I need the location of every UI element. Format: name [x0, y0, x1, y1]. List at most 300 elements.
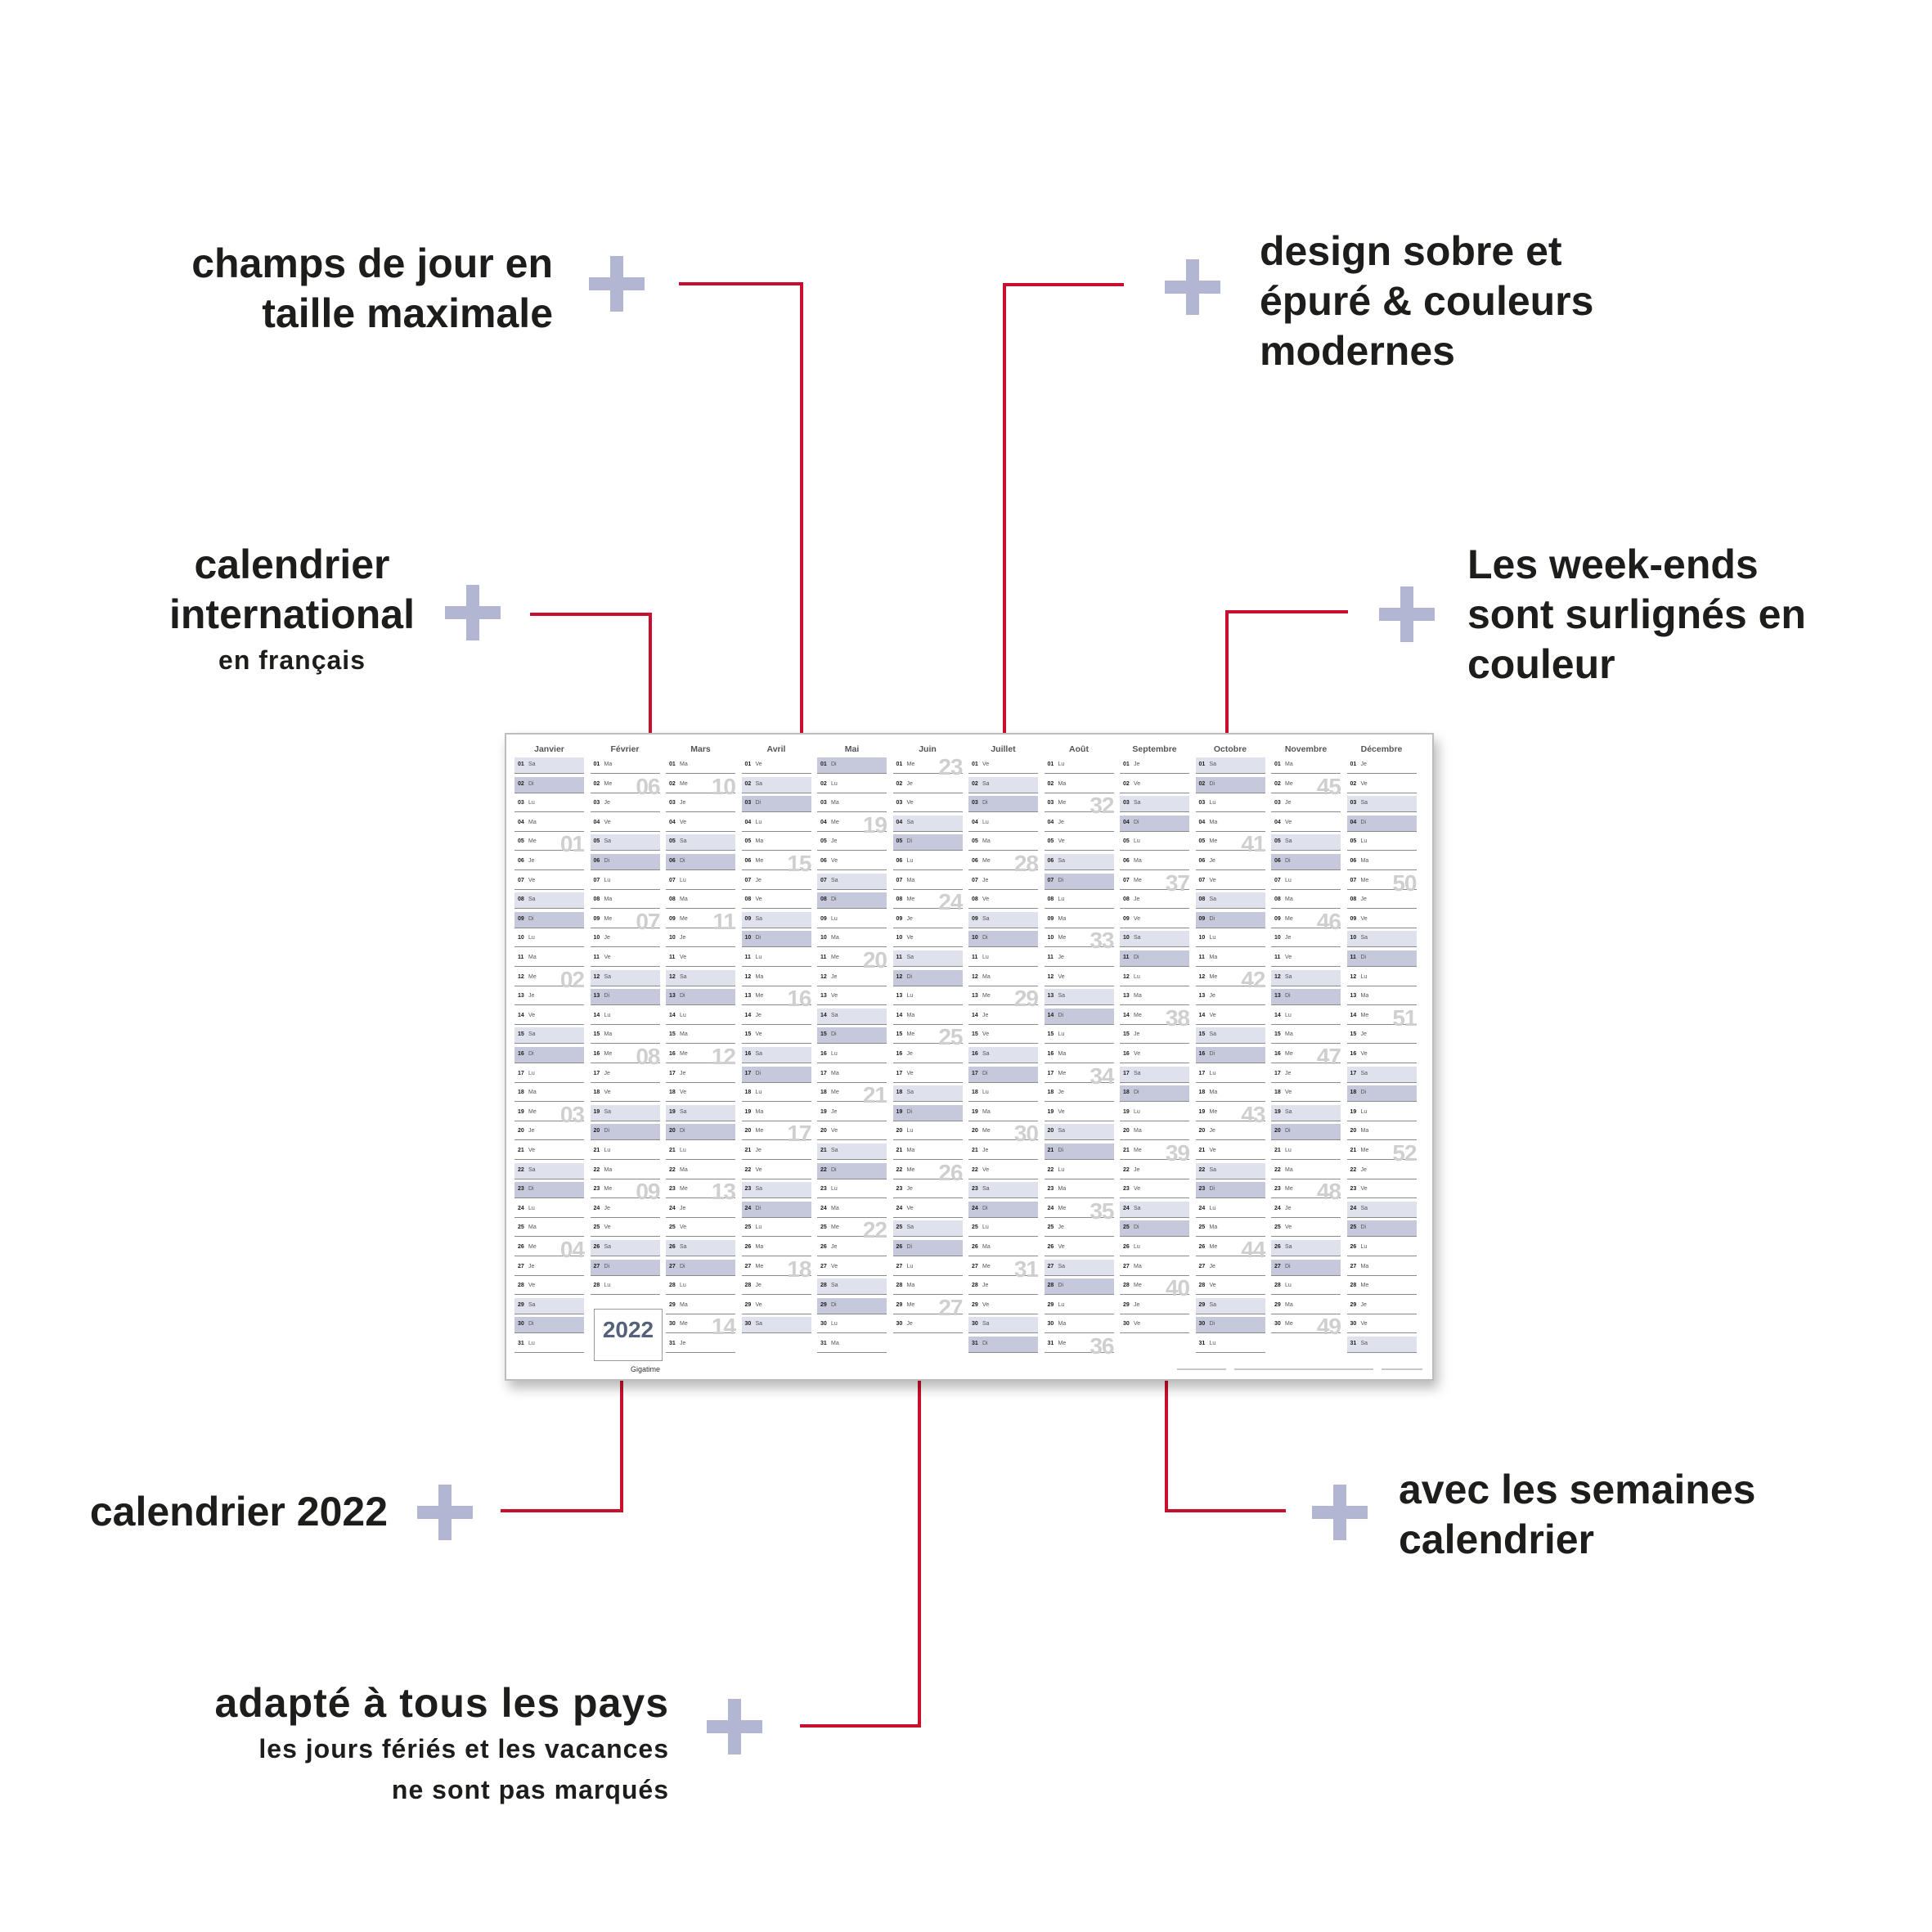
day-cell[interactable]: [742, 986, 811, 1012]
day-cell[interactable]: [666, 970, 735, 986]
day-cell[interactable]: [666, 815, 735, 832]
day-cell[interactable]: [893, 1220, 963, 1237]
day-cell[interactable]: [1347, 1240, 1417, 1256]
day-cell[interactable]: [666, 931, 735, 947]
day-cell[interactable]: [1120, 912, 1189, 928]
day-cell[interactable]: [893, 777, 963, 793]
day-cell[interactable]: [514, 757, 584, 774]
day-cell[interactable]: [514, 1124, 584, 1140]
day-cell[interactable]: [968, 1143, 1038, 1160]
day-cell[interactable]: [1347, 1337, 1417, 1353]
day-cell[interactable]: [1120, 1124, 1189, 1140]
day-cell[interactable]: [1196, 912, 1265, 928]
day-cell[interactable]: [1120, 1047, 1189, 1063]
day-cell[interactable]: [1196, 777, 1265, 793]
day-cell[interactable]: [968, 986, 1038, 1012]
day-cell[interactable]: [742, 1027, 811, 1044]
day-cell[interactable]: [514, 966, 584, 992]
day-cell[interactable]: [514, 854, 584, 870]
day-cell[interactable]: [591, 757, 660, 774]
day-cell[interactable]: [817, 931, 887, 947]
day-cell[interactable]: [1045, 1124, 1114, 1140]
day-cell[interactable]: [514, 815, 584, 832]
day-cell[interactable]: [1045, 1085, 1114, 1102]
day-cell[interactable]: [968, 1121, 1038, 1147]
day-cell[interactable]: [742, 1009, 811, 1025]
day-cell[interactable]: [1271, 773, 1341, 799]
day-cell[interactable]: [893, 1105, 963, 1121]
day-cell[interactable]: [514, 1237, 584, 1262]
day-cell[interactable]: [591, 1163, 660, 1179]
day-cell[interactable]: [1045, 757, 1114, 774]
day-cell[interactable]: [591, 1085, 660, 1102]
day-cell[interactable]: [1271, 1124, 1341, 1140]
day-cell[interactable]: [666, 1027, 735, 1044]
day-cell[interactable]: [1196, 1143, 1265, 1160]
day-cell[interactable]: [742, 1256, 811, 1282]
day-cell[interactable]: [1120, 931, 1189, 947]
day-cell[interactable]: [742, 1240, 811, 1256]
day-cell[interactable]: [893, 1317, 963, 1333]
day-cell[interactable]: [666, 1124, 735, 1140]
day-cell[interactable]: [1196, 815, 1265, 832]
day-cell[interactable]: [742, 815, 811, 832]
day-cell[interactable]: [666, 1314, 735, 1340]
day-cell[interactable]: [1271, 989, 1341, 1005]
day-cell[interactable]: [1120, 1004, 1189, 1031]
day-cell[interactable]: [1271, 1143, 1341, 1160]
day-cell[interactable]: [893, 1240, 963, 1256]
day-cell[interactable]: [1196, 854, 1265, 870]
day-cell[interactable]: [1347, 931, 1417, 947]
day-cell[interactable]: [1347, 1047, 1417, 1063]
day-cell[interactable]: [591, 874, 660, 890]
day-cell[interactable]: [1196, 1027, 1265, 1044]
day-cell[interactable]: [893, 989, 963, 1005]
day-cell[interactable]: [514, 1047, 584, 1063]
day-cell[interactable]: [666, 796, 735, 812]
day-cell[interactable]: [1120, 1067, 1189, 1083]
day-cell[interactable]: [1120, 1260, 1189, 1276]
day-cell[interactable]: [666, 1298, 735, 1314]
day-cell[interactable]: [968, 777, 1038, 793]
day-cell[interactable]: [817, 1337, 887, 1353]
day-cell[interactable]: [1347, 1220, 1417, 1237]
day-cell[interactable]: [1347, 892, 1417, 909]
day-cell[interactable]: [1271, 892, 1341, 909]
day-cell[interactable]: [1347, 1163, 1417, 1179]
day-cell[interactable]: [1271, 1044, 1341, 1069]
day-cell[interactable]: [893, 815, 963, 832]
day-cell[interactable]: [1271, 1240, 1341, 1256]
day-cell[interactable]: [1120, 1202, 1189, 1218]
day-cell[interactable]: [1196, 1298, 1265, 1314]
day-cell[interactable]: [1271, 834, 1341, 851]
day-cell[interactable]: [1196, 950, 1265, 967]
day-cell[interactable]: [1196, 1202, 1265, 1218]
day-cell[interactable]: [893, 854, 963, 870]
day-cell[interactable]: [1271, 1163, 1341, 1179]
day-cell[interactable]: [1045, 834, 1114, 851]
day-cell[interactable]: [893, 1294, 963, 1320]
day-cell[interactable]: [742, 950, 811, 967]
day-cell[interactable]: [666, 1240, 735, 1256]
day-cell[interactable]: [968, 1009, 1038, 1025]
day-cell[interactable]: [1120, 1085, 1189, 1102]
day-cell[interactable]: [968, 931, 1038, 947]
day-cell[interactable]: [1347, 834, 1417, 851]
day-cell[interactable]: [1196, 831, 1265, 857]
day-cell[interactable]: [1347, 912, 1417, 928]
day-cell[interactable]: [1045, 815, 1114, 832]
day-cell[interactable]: [817, 1278, 887, 1295]
day-cell[interactable]: [1271, 908, 1341, 934]
day-cell[interactable]: [1120, 1240, 1189, 1256]
day-cell[interactable]: [666, 854, 735, 870]
day-cell[interactable]: [968, 892, 1038, 909]
day-cell[interactable]: [514, 1278, 584, 1295]
day-cell[interactable]: [968, 1240, 1038, 1256]
day-cell[interactable]: [591, 1027, 660, 1044]
day-cell[interactable]: [514, 1202, 584, 1218]
day-cell[interactable]: [1196, 1337, 1265, 1353]
day-cell[interactable]: [1196, 1009, 1265, 1025]
day-cell[interactable]: [1271, 854, 1341, 870]
day-cell[interactable]: [968, 1182, 1038, 1198]
day-cell[interactable]: [591, 1124, 660, 1140]
day-cell[interactable]: [514, 912, 584, 928]
day-cell[interactable]: [514, 1163, 584, 1179]
day-cell[interactable]: [893, 889, 963, 915]
day-cell[interactable]: [893, 1085, 963, 1102]
day-cell[interactable]: [893, 874, 963, 890]
day-cell[interactable]: [514, 1298, 584, 1314]
day-cell[interactable]: [1120, 869, 1189, 896]
day-cell[interactable]: [1347, 1202, 1417, 1218]
day-cell[interactable]: [742, 1220, 811, 1237]
day-cell[interactable]: [817, 947, 887, 973]
day-cell[interactable]: [514, 1085, 584, 1102]
day-cell[interactable]: [742, 912, 811, 928]
day-cell[interactable]: [742, 1317, 811, 1333]
day-cell[interactable]: [666, 1143, 735, 1160]
day-cell[interactable]: [1271, 1009, 1341, 1025]
day-cell[interactable]: [591, 1179, 660, 1205]
day-cell[interactable]: [591, 815, 660, 832]
day-cell[interactable]: [1196, 1237, 1265, 1262]
day-cell[interactable]: [591, 931, 660, 947]
day-cell[interactable]: [666, 1044, 735, 1069]
day-cell[interactable]: [514, 1220, 584, 1237]
day-cell[interactable]: [893, 1278, 963, 1295]
day-cell[interactable]: [893, 970, 963, 986]
day-cell[interactable]: [742, 1298, 811, 1314]
day-cell[interactable]: [591, 908, 660, 934]
day-cell[interactable]: [1045, 793, 1114, 819]
day-cell[interactable]: [591, 1260, 660, 1276]
day-cell[interactable]: [591, 989, 660, 1005]
day-cell[interactable]: [817, 1217, 887, 1243]
day-cell[interactable]: [1271, 1278, 1341, 1295]
day-cell[interactable]: [514, 1027, 584, 1044]
day-cell[interactable]: [1347, 1140, 1417, 1166]
day-cell[interactable]: [514, 950, 584, 967]
day-cell[interactable]: [742, 1163, 811, 1179]
day-cell[interactable]: [742, 931, 811, 947]
day-cell[interactable]: [1196, 931, 1265, 947]
day-cell[interactable]: [1120, 854, 1189, 870]
day-cell[interactable]: [1271, 1105, 1341, 1121]
day-cell[interactable]: [1045, 874, 1114, 890]
day-cell[interactable]: [1120, 1140, 1189, 1166]
day-cell[interactable]: [817, 1027, 887, 1044]
day-cell[interactable]: [817, 970, 887, 986]
day-cell[interactable]: [666, 1260, 735, 1276]
day-cell[interactable]: [968, 834, 1038, 851]
day-cell[interactable]: [1347, 815, 1417, 832]
day-cell[interactable]: [742, 892, 811, 909]
day-cell[interactable]: [1045, 892, 1114, 909]
day-cell[interactable]: [1045, 970, 1114, 986]
day-cell[interactable]: [666, 1220, 735, 1237]
day-cell[interactable]: [1347, 1124, 1417, 1140]
day-cell[interactable]: [1045, 1063, 1114, 1089]
day-cell[interactable]: [1196, 1047, 1265, 1063]
day-cell[interactable]: [666, 989, 735, 1005]
day-cell[interactable]: [666, 874, 735, 890]
day-cell[interactable]: [742, 851, 811, 876]
day-cell[interactable]: [1045, 1278, 1114, 1295]
day-cell[interactable]: [817, 989, 887, 1005]
day-cell[interactable]: [1271, 950, 1341, 967]
day-cell[interactable]: [1045, 777, 1114, 793]
day-cell[interactable]: [968, 1220, 1038, 1237]
day-cell[interactable]: [893, 1143, 963, 1160]
day-cell[interactable]: [1120, 1298, 1189, 1314]
day-cell[interactable]: [1120, 1027, 1189, 1044]
day-cell[interactable]: [893, 1159, 963, 1185]
day-cell[interactable]: [1347, 1182, 1417, 1198]
day-cell[interactable]: [1271, 931, 1341, 947]
day-cell[interactable]: [666, 1085, 735, 1102]
day-cell[interactable]: [666, 1202, 735, 1218]
day-cell[interactable]: [666, 757, 735, 774]
day-cell[interactable]: [1347, 950, 1417, 967]
day-cell[interactable]: [1347, 1085, 1417, 1102]
day-cell[interactable]: [742, 1047, 811, 1063]
day-cell[interactable]: [817, 912, 887, 928]
day-cell[interactable]: [1120, 777, 1189, 793]
day-cell[interactable]: [968, 1202, 1038, 1218]
day-cell[interactable]: [514, 796, 584, 812]
day-cell[interactable]: [514, 1260, 584, 1276]
day-cell[interactable]: [893, 1024, 963, 1050]
day-cell[interactable]: [1271, 757, 1341, 774]
day-cell[interactable]: [666, 1278, 735, 1295]
day-cell[interactable]: [1045, 1333, 1114, 1359]
day-cell[interactable]: [968, 1337, 1038, 1353]
day-cell[interactable]: [591, 1009, 660, 1025]
day-cell[interactable]: [742, 1067, 811, 1083]
day-cell[interactable]: [1196, 1124, 1265, 1140]
day-cell[interactable]: [1120, 892, 1189, 909]
day-cell[interactable]: [968, 1027, 1038, 1044]
day-cell[interactable]: [1347, 869, 1417, 896]
day-cell[interactable]: [968, 1278, 1038, 1295]
day-cell[interactable]: [591, 1220, 660, 1237]
day-cell[interactable]: [817, 1260, 887, 1276]
day-cell[interactable]: [742, 1105, 811, 1121]
day-cell[interactable]: [514, 989, 584, 1005]
day-cell[interactable]: [591, 970, 660, 986]
day-cell[interactable]: [1045, 1182, 1114, 1198]
day-cell[interactable]: [1196, 1101, 1265, 1127]
day-cell[interactable]: [817, 1240, 887, 1256]
day-cell[interactable]: [1347, 854, 1417, 870]
day-cell[interactable]: [817, 1082, 887, 1108]
day-cell[interactable]: [968, 1067, 1038, 1083]
day-cell[interactable]: [1271, 1314, 1341, 1340]
day-cell[interactable]: [1347, 1317, 1417, 1333]
day-cell[interactable]: [1045, 1143, 1114, 1160]
day-cell[interactable]: [893, 1124, 963, 1140]
day-cell[interactable]: [968, 912, 1038, 928]
day-cell[interactable]: [1120, 1275, 1189, 1301]
day-cell[interactable]: [591, 1105, 660, 1121]
day-cell[interactable]: [893, 1067, 963, 1083]
day-cell[interactable]: [968, 1163, 1038, 1179]
day-cell[interactable]: [1196, 1278, 1265, 1295]
day-cell[interactable]: [817, 777, 887, 793]
day-cell[interactable]: [817, 874, 887, 890]
day-cell[interactable]: [1271, 1179, 1341, 1205]
day-cell[interactable]: [968, 815, 1038, 832]
day-cell[interactable]: [1271, 1260, 1341, 1276]
day-cell[interactable]: [1347, 1260, 1417, 1276]
day-cell[interactable]: [514, 1067, 584, 1083]
day-cell[interactable]: [514, 1182, 584, 1198]
day-cell[interactable]: [1347, 1105, 1417, 1121]
day-cell[interactable]: [1120, 796, 1189, 812]
day-cell[interactable]: [666, 908, 735, 934]
day-cell[interactable]: [1196, 1163, 1265, 1179]
day-cell[interactable]: [1120, 1105, 1189, 1121]
day-cell[interactable]: [968, 1298, 1038, 1314]
day-cell[interactable]: [817, 1124, 887, 1140]
day-cell[interactable]: [968, 757, 1038, 774]
day-cell[interactable]: [742, 1278, 811, 1295]
day-cell[interactable]: [893, 834, 963, 851]
day-cell[interactable]: [1196, 989, 1265, 1005]
day-cell[interactable]: [1271, 1085, 1341, 1102]
day-cell[interactable]: [1347, 970, 1417, 986]
day-cell[interactable]: [817, 1202, 887, 1218]
day-cell[interactable]: [1045, 928, 1114, 954]
day-cell[interactable]: [817, 1163, 887, 1179]
day-cell[interactable]: [1347, 777, 1417, 793]
day-cell[interactable]: [666, 1179, 735, 1205]
day-cell[interactable]: [1045, 1105, 1114, 1121]
day-cell[interactable]: [893, 1009, 963, 1025]
day-cell[interactable]: [1347, 757, 1417, 774]
day-cell[interactable]: [1347, 1004, 1417, 1031]
day-cell[interactable]: [591, 950, 660, 967]
day-cell[interactable]: [742, 1202, 811, 1218]
day-cell[interactable]: [968, 796, 1038, 812]
day-cell[interactable]: [1196, 874, 1265, 890]
day-cell[interactable]: [514, 892, 584, 909]
day-cell[interactable]: [514, 1143, 584, 1160]
day-cell[interactable]: [742, 757, 811, 774]
day-cell[interactable]: [893, 1260, 963, 1276]
day-cell[interactable]: [591, 854, 660, 870]
day-cell[interactable]: [817, 1067, 887, 1083]
day-cell[interactable]: [1196, 1182, 1265, 1198]
day-cell[interactable]: [742, 834, 811, 851]
day-cell[interactable]: [817, 757, 887, 774]
day-cell[interactable]: [1045, 1260, 1114, 1276]
day-cell[interactable]: [893, 754, 963, 780]
day-cell[interactable]: [1045, 1027, 1114, 1044]
day-cell[interactable]: [968, 1105, 1038, 1121]
day-cell[interactable]: [893, 950, 963, 967]
day-cell[interactable]: [742, 1143, 811, 1160]
day-cell[interactable]: [666, 950, 735, 967]
day-cell[interactable]: [591, 1278, 660, 1295]
day-cell[interactable]: [1271, 815, 1341, 832]
day-cell[interactable]: [1120, 989, 1189, 1005]
day-cell[interactable]: [1045, 1009, 1114, 1025]
day-cell[interactable]: [817, 1182, 887, 1198]
day-cell[interactable]: [666, 773, 735, 799]
day-cell[interactable]: [893, 1182, 963, 1198]
day-cell[interactable]: [1196, 1067, 1265, 1083]
day-cell[interactable]: [742, 1182, 811, 1198]
day-cell[interactable]: [1271, 796, 1341, 812]
day-cell[interactable]: [1347, 1067, 1417, 1083]
day-cell[interactable]: [1196, 757, 1265, 774]
day-cell[interactable]: [817, 1298, 887, 1314]
day-cell[interactable]: [968, 1256, 1038, 1282]
day-cell[interactable]: [1045, 1197, 1114, 1224]
day-cell[interactable]: [591, 1202, 660, 1218]
day-cell[interactable]: [514, 831, 584, 857]
day-cell[interactable]: [1120, 834, 1189, 851]
day-cell[interactable]: [817, 1143, 887, 1160]
day-cell[interactable]: [666, 1009, 735, 1025]
day-cell[interactable]: [1271, 1298, 1341, 1314]
day-cell[interactable]: [1196, 1317, 1265, 1333]
day-cell[interactable]: [893, 912, 963, 928]
day-cell[interactable]: [817, 854, 887, 870]
day-cell[interactable]: [968, 1085, 1038, 1102]
day-cell[interactable]: [742, 874, 811, 890]
day-cell[interactable]: [591, 1240, 660, 1256]
day-cell[interactable]: [591, 892, 660, 909]
day-cell[interactable]: [1120, 1317, 1189, 1333]
day-cell[interactable]: [1196, 892, 1265, 909]
day-cell[interactable]: [666, 892, 735, 909]
day-cell[interactable]: [1271, 1067, 1341, 1083]
day-cell[interactable]: [591, 834, 660, 851]
day-cell[interactable]: [742, 796, 811, 812]
day-cell[interactable]: [514, 931, 584, 947]
day-cell[interactable]: [893, 1047, 963, 1063]
day-cell[interactable]: [1196, 1085, 1265, 1102]
day-cell[interactable]: [968, 970, 1038, 986]
day-cell[interactable]: [968, 1047, 1038, 1063]
day-cell[interactable]: [817, 892, 887, 909]
